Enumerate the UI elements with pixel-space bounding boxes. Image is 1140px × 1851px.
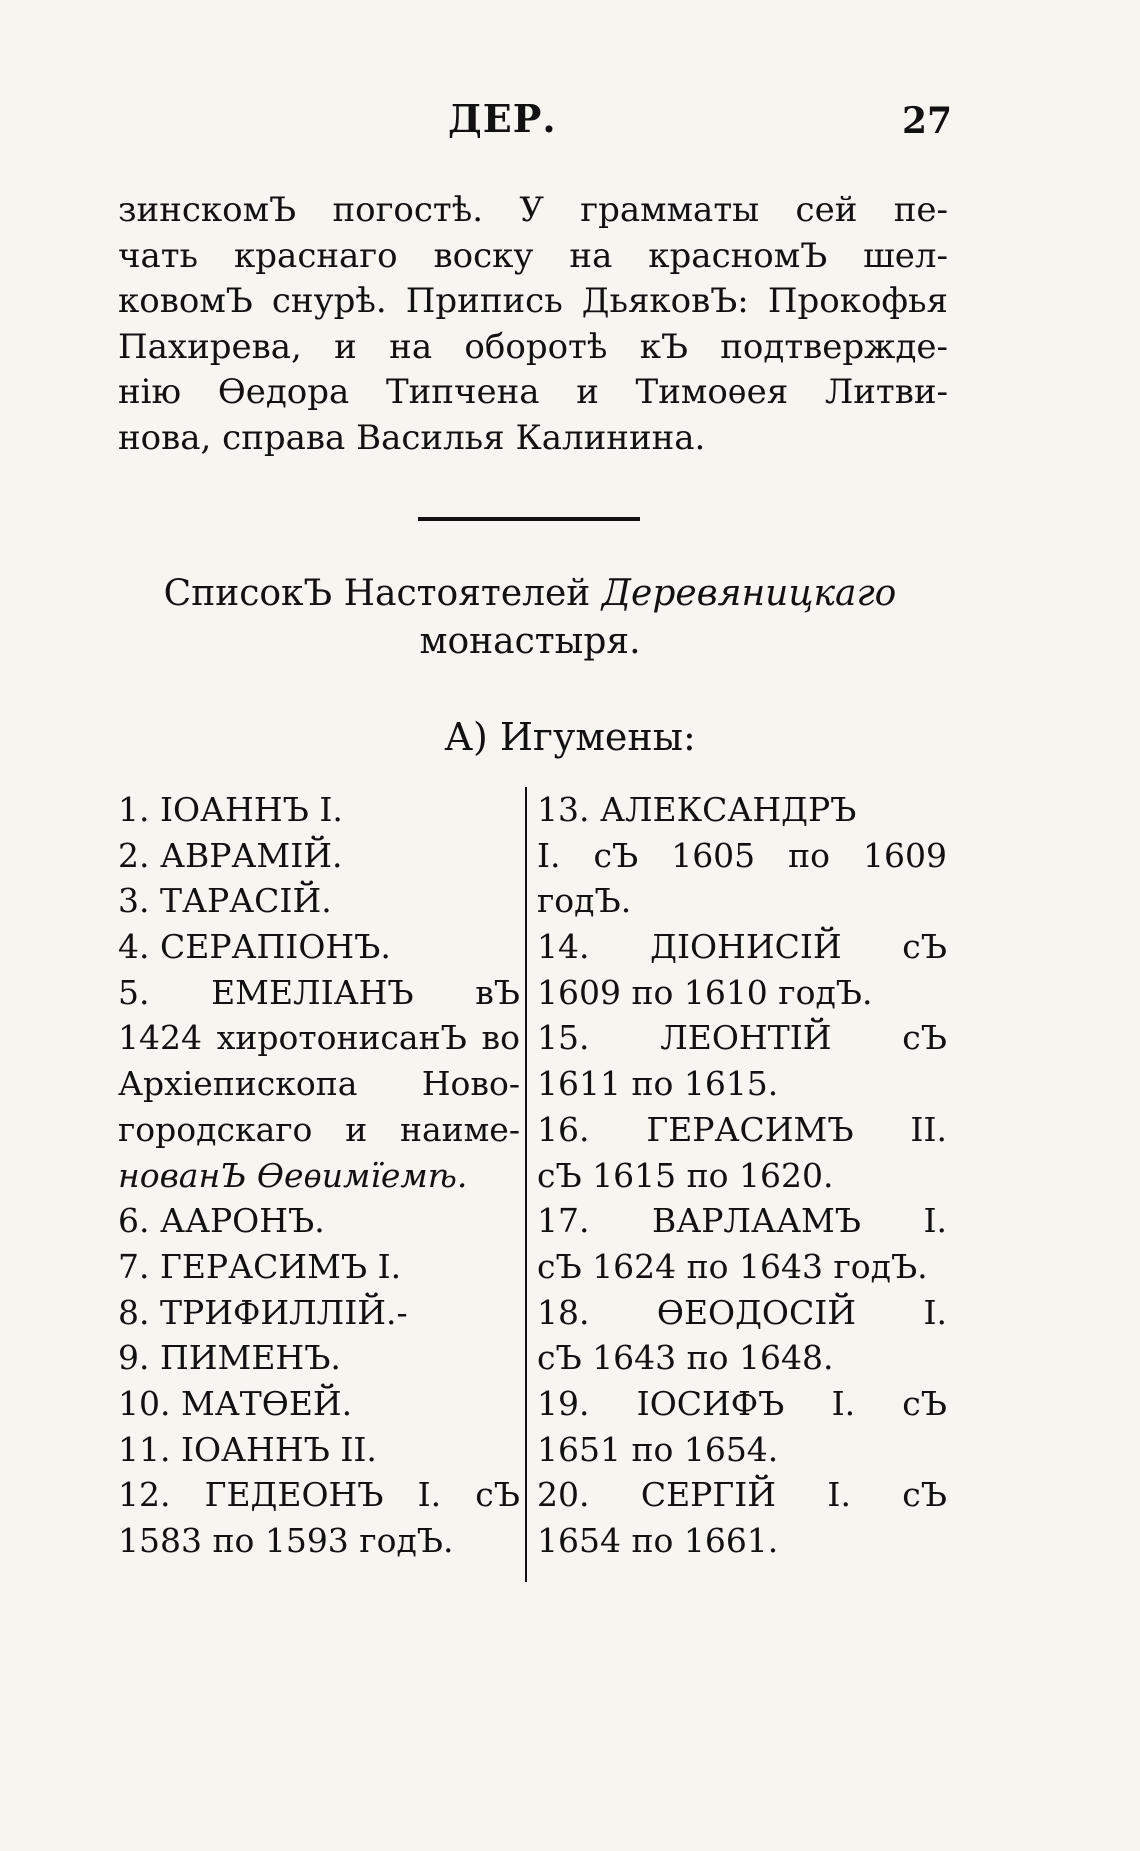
section-rule [418, 517, 640, 521]
list-item: сЪ 1643 по 1648. [537, 1338, 834, 1378]
list-item: 3. ТАРАСІЙ. [118, 881, 332, 921]
list-item: 14. ДІОНИСІЙ сЪ [537, 927, 947, 967]
list-item: 1654 по 1661. [537, 1521, 779, 1560]
list-item: 11. ІОАННЪ ІІ. [118, 1429, 377, 1469]
page-number: 27 [902, 100, 953, 142]
list-item: сЪ 1624 по 1643 годЪ. [537, 1246, 928, 1286]
list-item: 4. СЕРАПІОНЪ. [118, 927, 391, 967]
list-item: 1424 хиротонисанЪ во [118, 1018, 520, 1058]
list-item: 1. ІОАННЪ І. [118, 790, 343, 829]
paragraph-line: нова, справа Василья Калинина. [118, 417, 706, 458]
list-title [120, 570, 940, 666]
list-item: 8. ТРИФИЛЛІЙ.- [118, 1292, 408, 1332]
list-item: 17. ВАРЛААМЪ І. [537, 1201, 947, 1241]
list-item: 19. ІОСИФЪ І. сЪ [537, 1383, 947, 1423]
list-item: 1651 по 1654. [537, 1429, 779, 1469]
list-item: І. сЪ 1605 по 1609 [537, 835, 947, 875]
list-title-italic: Деревяницкаго [601, 573, 897, 614]
list-item: Архіепископа Ново- [118, 1064, 520, 1104]
list-item: 2. АВРАМІЙ. [118, 835, 343, 875]
list-item: нованЪ Ѳеѳимїемѣ. [118, 1155, 468, 1195]
list-item: 5. ЕМЕЛІАНЪ вЪ [118, 972, 520, 1012]
paragraph-line: Пахирева, и на оборотѣ кЪ подтвержде- [118, 326, 948, 367]
list-item: годЪ. [537, 881, 632, 921]
list-title-line2: монастыря. [419, 621, 641, 662]
list-item: 20. СЕРГІЙ І. сЪ [537, 1475, 947, 1515]
list-item: 13. АЛЕКСАНДРЪ [537, 790, 857, 829]
paragraph-line: ковомЪ снурѣ. Припись ДьяковЪ: Прокофья [118, 281, 948, 321]
list-item: 12. ГЕДЕОНЪ І. сЪ [118, 1475, 520, 1515]
list-item: городскаго и наиме- [118, 1109, 520, 1149]
list-item: 18. ѲЕОДОСІЙ І. [537, 1292, 947, 1332]
list-item: 10. МАТѲЕЙ. [118, 1383, 353, 1423]
list-item: 1609 по 1610 годЪ. [537, 972, 873, 1012]
list-title-text: СписокЪ Настоятелей [163, 573, 591, 614]
list-item: 9. ПИМЕНЪ. [118, 1338, 341, 1378]
list-item: 15. ЛЕОНТІЙ сЪ [537, 1018, 947, 1058]
list-item: 1611 по 1615. [537, 1064, 779, 1104]
paragraph-line: зинскомЪ погостѣ. У грамматы сей пе- [118, 190, 948, 230]
list-item: 6. ААРОНЪ. [118, 1201, 325, 1241]
column-divider [525, 787, 527, 1582]
right-column [537, 787, 947, 1564]
list-item: 1583 по 1593 годЪ. [118, 1521, 454, 1560]
page-header [0, 96, 1140, 156]
list-item: 16. ГЕРАСИМЪ ІІ. [537, 1109, 947, 1149]
list-item: сЪ 1615 по 1620. [537, 1155, 834, 1195]
section-subtitle: А) Игумены: [444, 715, 696, 759]
paragraph-line: чать краснаго воску на красномЪ шел- [118, 235, 948, 276]
left-column [118, 787, 520, 1564]
list-item: 7. ГЕРАСИМЪ І. [118, 1246, 402, 1286]
running-head: ДЕР. [448, 96, 557, 141]
paragraph-line: нію Ѳедора Типчена и Тимоѳея Литви- [118, 372, 948, 412]
intro-paragraph [118, 188, 948, 461]
